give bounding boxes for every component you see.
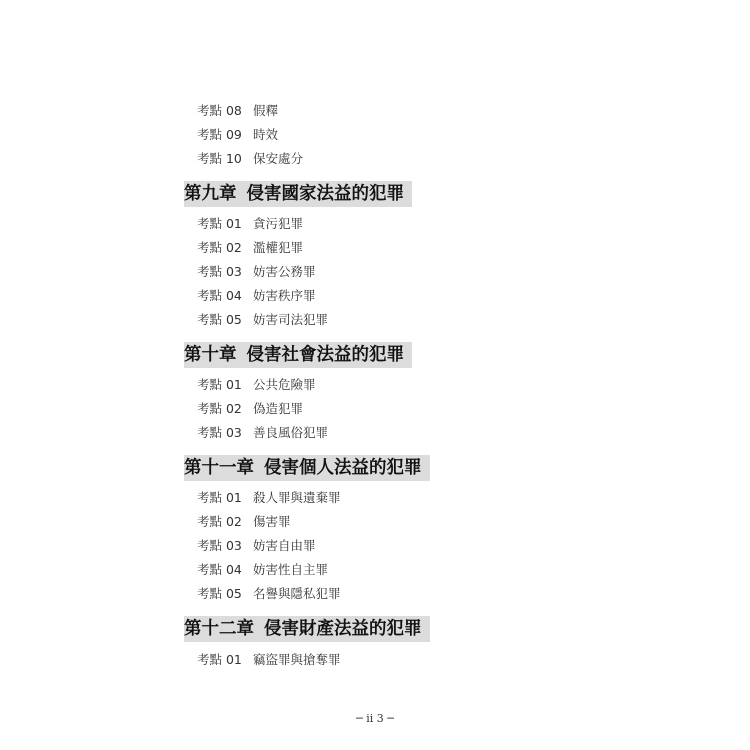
item-title: 公共危險罪 bbox=[253, 377, 316, 392]
chapter-number: 第十二章 bbox=[184, 619, 254, 639]
item-label: 考點 08 bbox=[197, 103, 242, 118]
item-label: 考點 04 bbox=[197, 288, 242, 303]
toc-item[interactable] bbox=[197, 216, 303, 232]
toc-item[interactable] bbox=[197, 586, 341, 602]
toc-item[interactable] bbox=[197, 562, 328, 578]
toc-item[interactable] bbox=[197, 103, 278, 119]
item-title: 妨害性自主罪 bbox=[253, 562, 329, 577]
toc-item[interactable] bbox=[197, 538, 316, 554]
item-label: 考點 02 bbox=[197, 240, 242, 255]
chapter-number: 第十章 bbox=[184, 345, 237, 365]
item-label: 考點 10 bbox=[197, 151, 242, 166]
toc-item[interactable] bbox=[197, 425, 328, 441]
chapter-number: 第九章 bbox=[184, 184, 237, 204]
toc-item[interactable] bbox=[197, 514, 291, 530]
toc-item[interactable] bbox=[197, 240, 303, 256]
item-title: 妨害自由罪 bbox=[253, 538, 316, 553]
item-label: 考點 04 bbox=[197, 562, 242, 577]
item-label: 考點 01 bbox=[197, 490, 242, 505]
item-title: 保安處分 bbox=[253, 151, 304, 166]
chapter-title: 侵害個人法益的犯罪 bbox=[264, 458, 422, 478]
chapter-heading[interactable] bbox=[184, 342, 412, 368]
item-label: 考點 05 bbox=[197, 312, 242, 327]
chapter-title: 侵害財產法益的犯罪 bbox=[264, 619, 422, 639]
item-title: 妨害秩序罪 bbox=[253, 288, 316, 303]
item-label: 考點 05 bbox=[197, 586, 242, 601]
chapter-title: 侵害國家法益的犯罪 bbox=[246, 184, 404, 204]
item-label: 考點 03 bbox=[197, 538, 242, 553]
item-title: 傷害罪 bbox=[253, 514, 291, 529]
item-label: 考點 02 bbox=[197, 401, 242, 416]
item-title: 時效 bbox=[253, 127, 279, 142]
toc-item[interactable] bbox=[197, 151, 303, 167]
chapter-heading[interactable] bbox=[184, 455, 430, 481]
item-title: 假釋 bbox=[253, 103, 279, 118]
item-title: 善良風俗犯罪 bbox=[253, 425, 329, 440]
chapter-heading[interactable] bbox=[184, 616, 430, 642]
toc-item[interactable] bbox=[197, 288, 316, 304]
item-title: 殺人罪與遺棄罪 bbox=[253, 490, 341, 505]
chapter-number: 第十一章 bbox=[184, 458, 254, 478]
item-label: 考點 02 bbox=[197, 514, 242, 529]
item-label: 考點 03 bbox=[197, 425, 242, 440]
toc-item[interactable] bbox=[197, 490, 341, 506]
toc-item[interactable] bbox=[197, 652, 341, 668]
item-title: 妨害司法犯罪 bbox=[253, 312, 329, 327]
page-number: ─ ii 3 ─ bbox=[356, 712, 394, 725]
toc-item[interactable] bbox=[197, 264, 316, 280]
item-label: 考點 01 bbox=[197, 216, 242, 231]
item-label: 考點 03 bbox=[197, 264, 242, 279]
toc-item[interactable] bbox=[197, 127, 278, 143]
chapter-title: 侵害社會法益的犯罪 bbox=[246, 345, 404, 365]
item-title: 名譽與隱私犯罪 bbox=[253, 586, 341, 601]
chapter-heading[interactable] bbox=[184, 181, 412, 207]
item-title: 濫權犯罪 bbox=[253, 240, 304, 255]
toc-item[interactable] bbox=[197, 312, 328, 328]
toc-item[interactable] bbox=[197, 377, 316, 393]
item-label: 考點 01 bbox=[197, 652, 242, 667]
toc-item[interactable] bbox=[197, 401, 303, 417]
item-label: 考點 01 bbox=[197, 377, 242, 392]
item-title: 偽造犯罪 bbox=[253, 401, 304, 416]
item-label: 考點 09 bbox=[197, 127, 242, 142]
item-title: 妨害公務罪 bbox=[253, 264, 316, 279]
item-title: 竊盜罪與搶奪罪 bbox=[253, 652, 341, 667]
item-title: 貪污犯罪 bbox=[253, 216, 304, 231]
